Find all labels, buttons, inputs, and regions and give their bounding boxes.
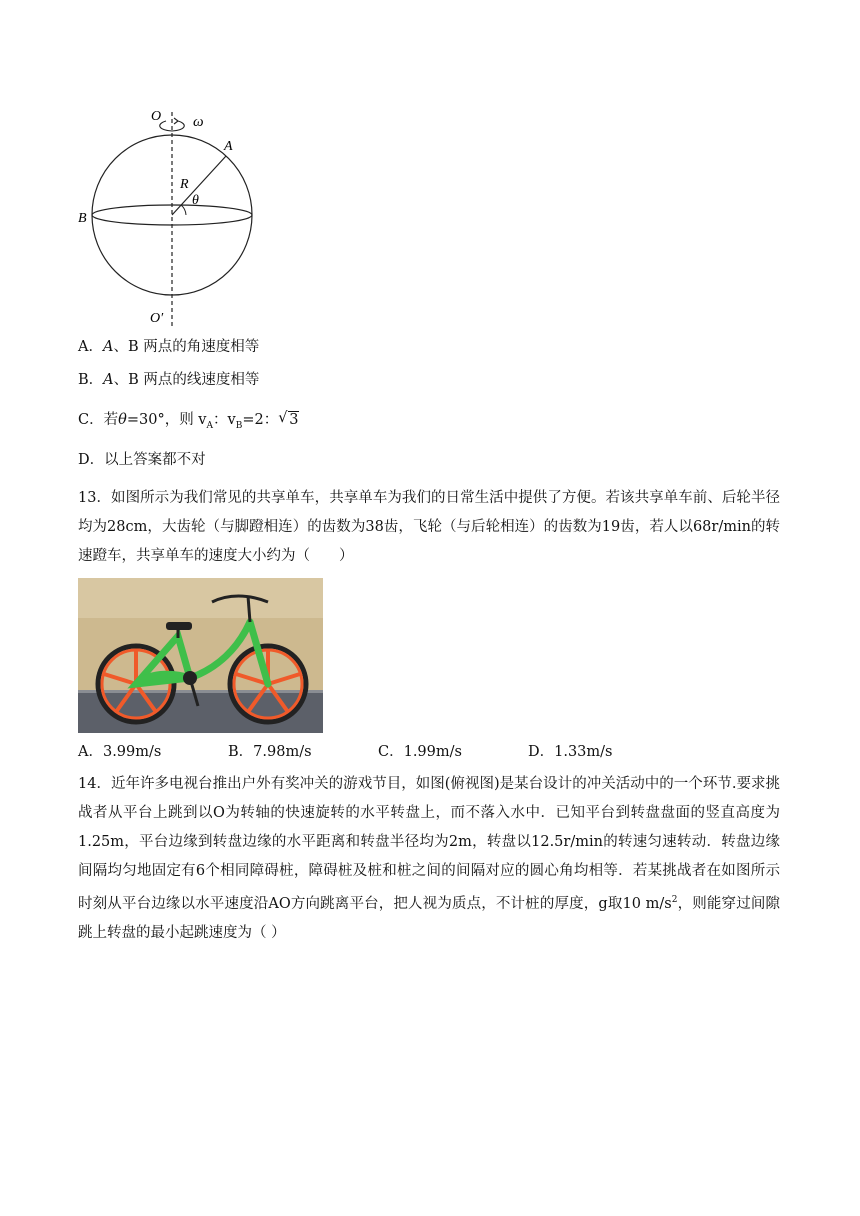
label-R: R bbox=[180, 177, 189, 192]
q13-question-text: 13．如图所示为我们常见的共享单车，共享单车为我们的日常生活中提供了方便。若该共享单车前、后轮半径均为28cm，大齿轮（与脚蹬相连）的齿数为38齿，飞轮（与后轮相连）的齿数为19齿，若人以68r/min的转速蹬车，共享单车的速度大小约为（ ） bbox=[78, 490, 780, 564]
sqrt-symbol bbox=[278, 410, 299, 430]
q13-option-a: A．3.99m/s bbox=[78, 744, 162, 760]
option-a-var: A bbox=[102, 339, 114, 355]
option-c-sub-b: B bbox=[235, 420, 243, 431]
q14-question-text bbox=[78, 770, 780, 948]
option-b-var: A bbox=[103, 372, 114, 388]
sqrt-radicand: 3 bbox=[289, 412, 299, 428]
bicycle-photo bbox=[78, 578, 323, 733]
option-b-text: 、B 两点的线速度相等 bbox=[113, 372, 260, 388]
sphere-diagram bbox=[74, 104, 264, 330]
option-b-prefix: B． bbox=[78, 372, 104, 388]
q13-option-d: D．1.33m/s bbox=[528, 744, 613, 760]
label-theta: θ bbox=[192, 193, 199, 208]
angle-arc bbox=[181, 205, 186, 215]
q12-option-a bbox=[78, 337, 259, 357]
option-a-prefix: A． bbox=[78, 339, 103, 355]
q14-superscript: 2 bbox=[671, 895, 678, 905]
label-omega: ω bbox=[193, 114, 204, 130]
q12-option-d: D．以上答案都不对 bbox=[78, 452, 206, 468]
label-A: A bbox=[224, 139, 233, 154]
q13-option-b: B．7.98m/s bbox=[228, 744, 312, 760]
q13-options bbox=[78, 742, 780, 762]
q14-text-end: ，则能穿过间隙跳上转盘的最小起跳速度为（ ） bbox=[78, 895, 780, 941]
label-O: O bbox=[151, 109, 162, 124]
q12-option-b bbox=[78, 370, 259, 390]
option-c-colon: ：v bbox=[213, 412, 236, 428]
option-c-eq: =2： bbox=[242, 412, 279, 428]
q13-option-c: C．1.99m/s bbox=[378, 744, 462, 760]
option-c-mid: =30°，则 v bbox=[126, 412, 207, 428]
option-c-sub-a: A bbox=[206, 420, 213, 431]
option-c-theta: θ bbox=[118, 412, 127, 428]
label-O-prime: O′ bbox=[150, 311, 164, 326]
option-a-text: 、B 两点的角速度相等 bbox=[113, 339, 260, 355]
q12-option-c bbox=[78, 410, 299, 436]
label-B: B bbox=[78, 211, 87, 226]
option-c-prefix: C．若 bbox=[78, 412, 119, 428]
q14-text-main: 14．近年许多电视台推出户外有奖冲关的游戏节目，如图(俯视图)是某台设计的冲关活动中的一个环节.要求挑战者从平台上跳到以O为转轴的快速旋转的水平转盘上，而不落入水中．已知平台到转盘盘面的竖直高度为1.25m，平台边缘到转盘边缘的水平距离和转盘半径均为2m，转盘以12.5r/min的转速匀速转动．转盘边缘间隔均匀地固定有6个相同障碍桩，障碍桩及桩和桩之间的间隔对应的圆心角均相等．若某挑战者在如图所示时刻从平台边缘以水平速度沿AO方向跳离平台，把人视为质点，不计桩的厚度，g取10 m/s bbox=[78, 776, 780, 912]
